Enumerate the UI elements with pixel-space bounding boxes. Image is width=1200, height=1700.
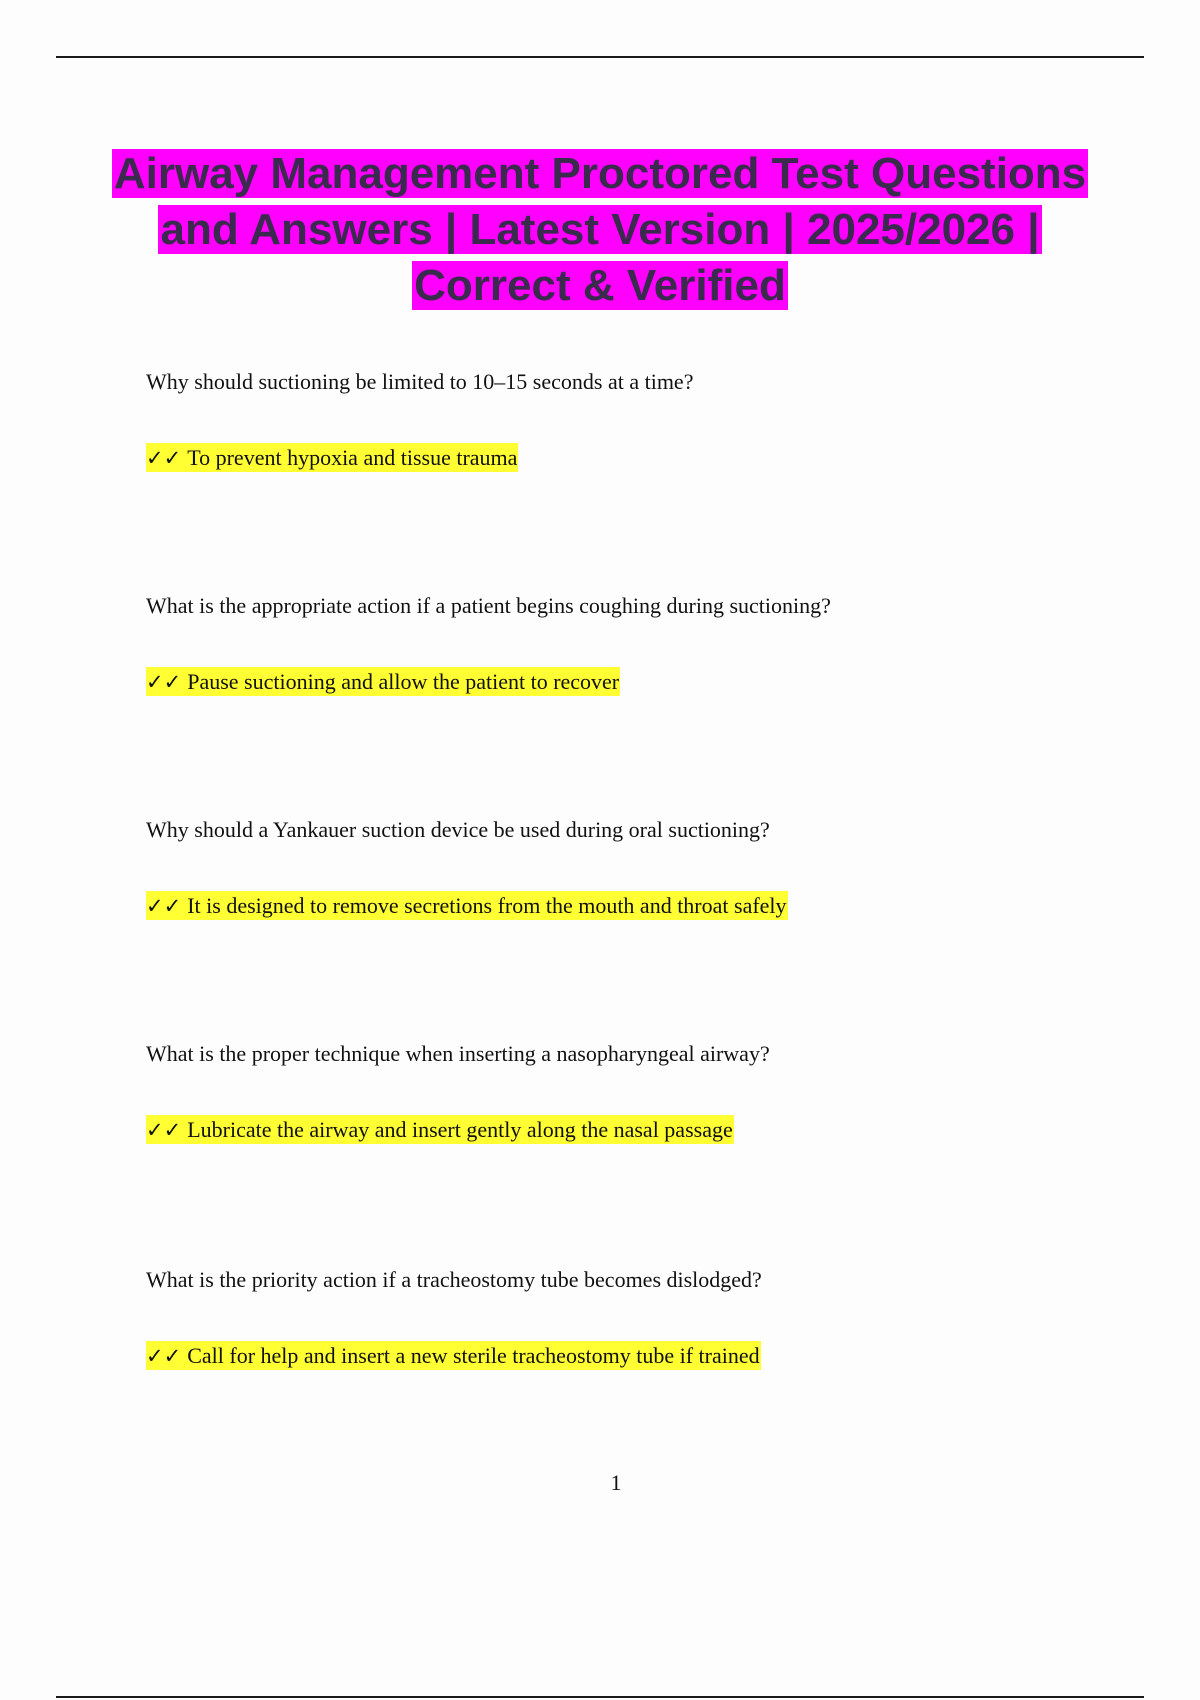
qa-item-2 [146, 592, 1146, 696]
qa-item-5 [146, 1266, 1146, 1370]
answer [146, 668, 1146, 696]
answer [146, 1342, 1146, 1370]
page-number: 1 [610, 1470, 622, 1495]
document-title-text: Airway Management Proctored Test Questions and Answers | Latest Version | 2025/2026 | Correct & Verified [113, 149, 1087, 310]
answer-text: It is designed to remove secretions from the mouth and throat safely [187, 893, 787, 918]
answer [146, 892, 1146, 920]
answer-highlight [146, 1115, 734, 1144]
qa-item-4 [146, 1040, 1146, 1144]
question-text: What is the proper technique when inserting a nasopharyngeal airway? [146, 1041, 770, 1066]
double-check-icon: ✓✓ [146, 1344, 182, 1368]
answer-highlight [146, 443, 518, 472]
question-text: What is the priority action if a tracheostomy tube becomes dislodged? [146, 1267, 762, 1292]
answer-text: Call for help and insert a new sterile tracheostomy tube if trained [187, 1343, 760, 1368]
answer-text: Lubricate the airway and insert gently along the nasal passage [187, 1117, 733, 1142]
top-rule [56, 56, 1144, 58]
answer [146, 444, 1146, 472]
answer-text: To prevent hypoxia and tissue trauma [187, 445, 518, 470]
qa-item-3 [146, 816, 1146, 920]
bottom-rule [56, 1696, 1144, 1698]
answer [146, 1116, 1146, 1144]
answer-highlight [146, 891, 788, 920]
qa-item-1 [146, 368, 1146, 472]
double-check-icon: ✓✓ [146, 446, 182, 470]
answer-text: Pause suctioning and allow the patient to recover [187, 669, 620, 694]
double-check-icon: ✓✓ [146, 894, 182, 918]
question-text: What is the appropriate action if a patient begins coughing during suctioning? [146, 593, 831, 618]
answer-highlight [146, 1341, 761, 1370]
double-check-icon: ✓✓ [146, 670, 182, 694]
question-text: Why should a Yankauer suction device be used during oral suctioning? [146, 817, 770, 842]
question-text: Why should suctioning be limited to 10–15 seconds at a time? [146, 369, 694, 394]
document-title [100, 146, 1100, 314]
double-check-icon: ✓✓ [146, 1118, 182, 1142]
answer-highlight [146, 667, 620, 696]
